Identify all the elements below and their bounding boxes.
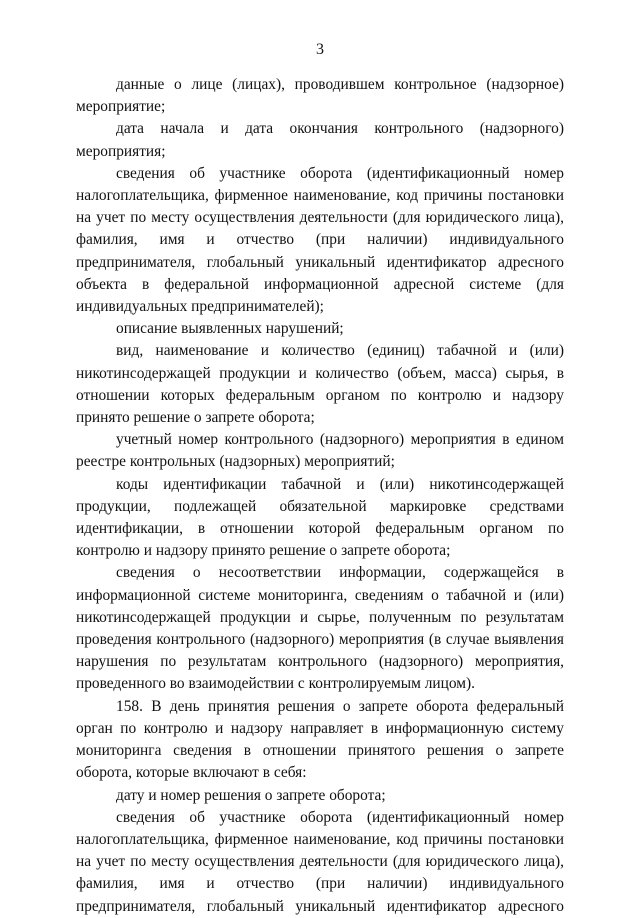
paragraph-violations: описание выявленных нарушений;: [116, 320, 344, 338]
paragraph-identification-codes: коды идентификации табачной и (или) никотинсодержащей продукции, подлежащей обязательной маркировке средствами идентификации, в отношении которой федеральным органом по контролю и надзору принято решение о запрете оборота;: [76, 475, 564, 560]
page-number: 3: [316, 41, 324, 58]
paragraph-participant-info: сведения об участнике оборота (идентификационный номер налогоплательщика, фирменное наименование, код причины постановки на учет по месту осуществления деятельности (для юридического лица), фамилия, имя и отчество (при наличии) индивидуального предпринимателя, глобальный уникальный идентификатор адресного объекта в федеральной информационной адресной системе (для индивидуальных предпринимателей);: [76, 164, 564, 316]
paragraph-clause-158: 158. В день принятия решения о запрете оборота федеральный орган по контролю и надзору направляет в информационную систему мониторинга сведения в отношении принятого решения о запрете оборота, которые включают в себя:: [76, 697, 564, 782]
paragraph-participant-info-continued: сведения об участнике оборота (идентификационный номер налогоплательщика, фирменное наименование, код причины постановки на учет по месту осуществления деятельности (для юридического лица), фамилия, имя и отчество (при наличии) индивидуального предпринимателя, глобальный уникальный идентификатор адресного: [76, 808, 564, 915]
document-body: [76, 74, 564, 918]
paragraph-decision-date: дату и номер решения о запрете оборота;: [116, 786, 386, 804]
paragraph-product-quantity: вид, наименование и количество (единиц) табачной и (или) никотинсодержащей продукции и количество (объем, масса) сырья, в отношении которых федеральным органом по контролю и надзору принято решение о запрете оборота;: [76, 342, 564, 427]
paragraph-conductor-info: данные о лице (лицах), проводившем контрольное (надзорное) мероприятие;: [76, 76, 564, 116]
paragraph-event-dates: дата начала и дата окончания контрольного (надзорного) мероприятия;: [76, 120, 564, 160]
paragraph-registry-number: учетный номер контрольного (надзорного) мероприятия в едином реестре контрольных (надзорных) мероприятий;: [76, 431, 564, 471]
paragraph-inconsistency-info: сведения о несоответствии информации, содержащейся в информационной системе мониторинга, сведениям о табачной и (или) никотинсодержащей продукции и сырье, полученным по результатам проведения контрольного (надзорного) мероприятия (в случае выявления нарушения по результатам контрольного (надзорного) мероприятия, проведенного во взаимодействии с контролируемым лицом).: [76, 564, 564, 693]
